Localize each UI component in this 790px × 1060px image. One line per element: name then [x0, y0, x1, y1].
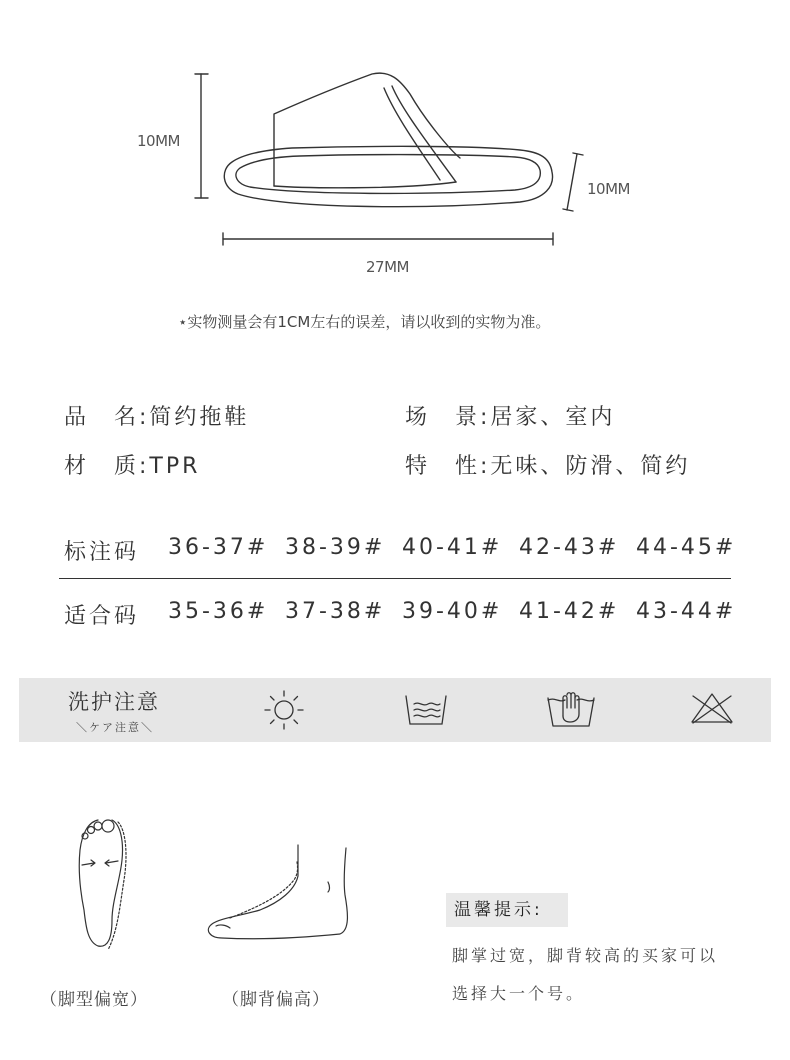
- marked-size-2: 38-39#: [285, 535, 386, 560]
- scene-row: [405, 400, 615, 431]
- hand-wash-icon: [545, 686, 597, 730]
- feature-row: [405, 449, 690, 480]
- product-name-value: 简约拖鞋: [149, 405, 250, 430]
- feature-value: 无味、防滑、简约: [490, 454, 691, 479]
- height-sole-label: 10MM: [587, 180, 630, 198]
- size-table-divider: [59, 578, 731, 579]
- wide-foot-caption: （脚型偏宽）: [40, 990, 148, 1010]
- tip-text-line-2: 选择大一个号。: [452, 984, 586, 1003]
- length-label: 27MM: [366, 258, 409, 276]
- fit-size-4: 41-42#: [519, 599, 620, 624]
- high-instep-caption: （脚背偏高）: [222, 990, 330, 1010]
- tip-title: 温馨提示:: [454, 900, 543, 920]
- tip-title-box: [446, 893, 568, 927]
- height-upper-label: 10MM: [137, 132, 180, 150]
- product-name-label: 品 名:: [64, 405, 150, 430]
- material-value: TPR: [149, 454, 201, 479]
- care-title: 洗护注意: [68, 690, 160, 714]
- machine-wash-icon: [403, 690, 449, 730]
- sun-dry-icon: [262, 688, 306, 732]
- wide-foot-illustration: [60, 810, 140, 955]
- material-row: [64, 449, 200, 480]
- marked-size-3: 40-41#: [402, 535, 503, 560]
- tip-text-line-1: 脚掌过宽，脚背较高的买家可以: [452, 946, 719, 965]
- tip-text: [452, 937, 772, 1013]
- fit-size-2: 37-38#: [285, 599, 386, 624]
- no-bleach-icon: [689, 690, 735, 726]
- slipper-diagram: [0, 0, 790, 300]
- fit-size-1: 35-36#: [168, 599, 269, 624]
- material-label: 材 质:: [64, 454, 150, 479]
- marked-size-1: 36-37#: [168, 535, 269, 560]
- scene-label: 场 景:: [405, 405, 491, 430]
- product-name-row: [64, 400, 249, 431]
- feature-label: 特 性:: [405, 454, 491, 479]
- high-instep-foot-illustration: [200, 840, 360, 950]
- measure-note: ⋆实物测量会有1CM左右的误差，请以收到的实物为准。: [178, 313, 551, 331]
- scene-value: 居家、室内: [490, 405, 616, 430]
- marked-size-label: 标注码: [64, 540, 140, 565]
- marked-size-5: 44-45#: [636, 535, 737, 560]
- fit-size-5: 43-44#: [636, 599, 737, 624]
- marked-size-4: 42-43#: [519, 535, 620, 560]
- care-subtitle: ＼ケア注意＼: [76, 721, 154, 734]
- fit-size-3: 39-40#: [402, 599, 503, 624]
- fit-size-label: 适合码: [64, 604, 140, 629]
